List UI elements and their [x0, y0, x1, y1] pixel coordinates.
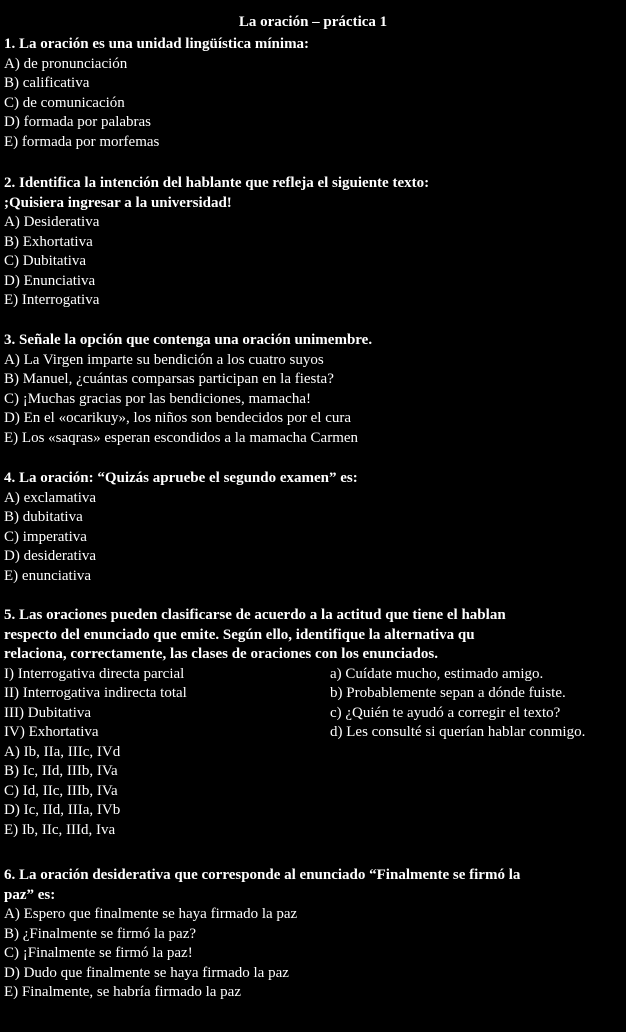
sentence-type-item: I) Interrogativa directa parcial	[4, 665, 185, 682]
matching-columns	[4, 665, 626, 743]
sentence-type-item: III) Dubitativa	[4, 704, 92, 721]
statement-item: a) Cuídate mucho, estimado amigo.	[330, 665, 544, 682]
sentence-type-item: IV) Exhortativa	[4, 724, 99, 740]
question-stem-line: relaciona, correctamente, las clases de oraciones con los enunciados.	[4, 646, 438, 662]
option-b: B) calificativa	[4, 75, 90, 91]
option-e: E) Ib, IIc, IIId, Iva	[4, 821, 116, 838]
option-d: D) desiderativa	[4, 548, 97, 564]
option-a: A) exclamativa	[4, 489, 97, 506]
option-c: C) Dubitativa	[4, 253, 87, 269]
option-c: C) ¡Finalmente se firmó la paz!	[4, 945, 193, 961]
option-d: D) formada por palabras	[4, 114, 152, 130]
question-stem: 4. La oración: “Quizás apruebe el segundo examen” es:	[4, 470, 358, 486]
question-stem-line: 5. Las oraciones pueden clasificarse de acuerdo a la actitud que tiene el hablan	[4, 607, 506, 623]
question-stem: 2. Identifica la intención del hablante que refleja el siguiente texto:	[4, 175, 430, 191]
statement-item: d) Les consulté si querían hablar conmigo.	[330, 724, 586, 740]
option-e: E) Finalmente, se habría firmado la paz	[4, 984, 241, 1000]
option-d: D) En el «ocarikuy», los niños son bendecidos por el cura	[4, 410, 351, 426]
option-d: D) Enunciativa	[4, 272, 96, 289]
question-stem-line: paz” es:	[4, 886, 56, 903]
option-d: D) Dudo que finalmente se haya firmado la paz	[4, 964, 289, 981]
option-e: E) formada por morfemas	[4, 133, 160, 150]
option-b: B) Exhortativa	[4, 233, 93, 250]
option-c: C) Id, IIc, IIIb, IVa	[4, 782, 118, 799]
option-a: A) Desiderativa	[4, 214, 100, 230]
option-c: C) ¡Muchas gracias por las bendiciones, mamacha!	[4, 390, 311, 407]
statement-item: c) ¿Quién te ayudó a corregir el texto?	[330, 704, 561, 721]
option-c: C) de comunicación	[4, 94, 125, 111]
question-quote: ;Quisiera ingresar a la universidad!	[4, 194, 232, 211]
question-4	[4, 469, 626, 586]
option-b: B) ¿Finalmente se firmó la paz?	[4, 925, 197, 942]
question-1	[4, 35, 626, 152]
sentence-type-item: II) Interrogativa indirecta total	[4, 685, 187, 701]
question-2	[4, 174, 626, 311]
option-b: B) Ic, IId, IIIb, IVa	[4, 763, 118, 779]
option-c: C) imperativa	[4, 528, 87, 545]
question-5	[4, 606, 626, 840]
question-stem: 1. La oración es una unidad lingüística mínima:	[4, 36, 310, 52]
question-stem: 3. Señale la opción que contenga una oración unimembre.	[4, 332, 373, 348]
page-title: La oración – práctica 1	[238, 14, 388, 30]
option-b: B) dubitativa	[4, 509, 83, 525]
option-d: D) Ic, IId, IIIa, IVb	[4, 802, 121, 818]
option-a: A) La Virgen imparte su bendición a los cuatro suyos	[4, 351, 324, 368]
option-a: A) Ib, IIa, IIIc, IVd	[4, 743, 121, 760]
question-stem-line: respecto del enunciado que emite. Según ello, identifique la alternativa qu	[4, 626, 475, 643]
option-a: A) de pronunciación	[4, 55, 128, 72]
statements-column	[330, 665, 585, 743]
option-e: E) enunciativa	[4, 567, 92, 584]
option-e: E) Los «saqras» esperan escondidos a la mamacha Carmen	[4, 429, 359, 446]
statement-item: b) Probablemente sepan a dónde fuiste.	[330, 685, 566, 701]
question-6	[4, 866, 626, 1003]
option-a: A) Espero que finalmente se haya firmado la paz	[4, 906, 298, 922]
option-e: E) Interrogativa	[4, 292, 100, 308]
question-stem-line: 6. La oración desiderativa que corresponde al enunciado “Finalmente se firmó la	[4, 867, 521, 883]
question-3	[4, 331, 626, 448]
sentence-types-column	[4, 665, 187, 743]
option-b: B) Manuel, ¿cuántas comparsas participan en la fiesta?	[4, 371, 334, 387]
